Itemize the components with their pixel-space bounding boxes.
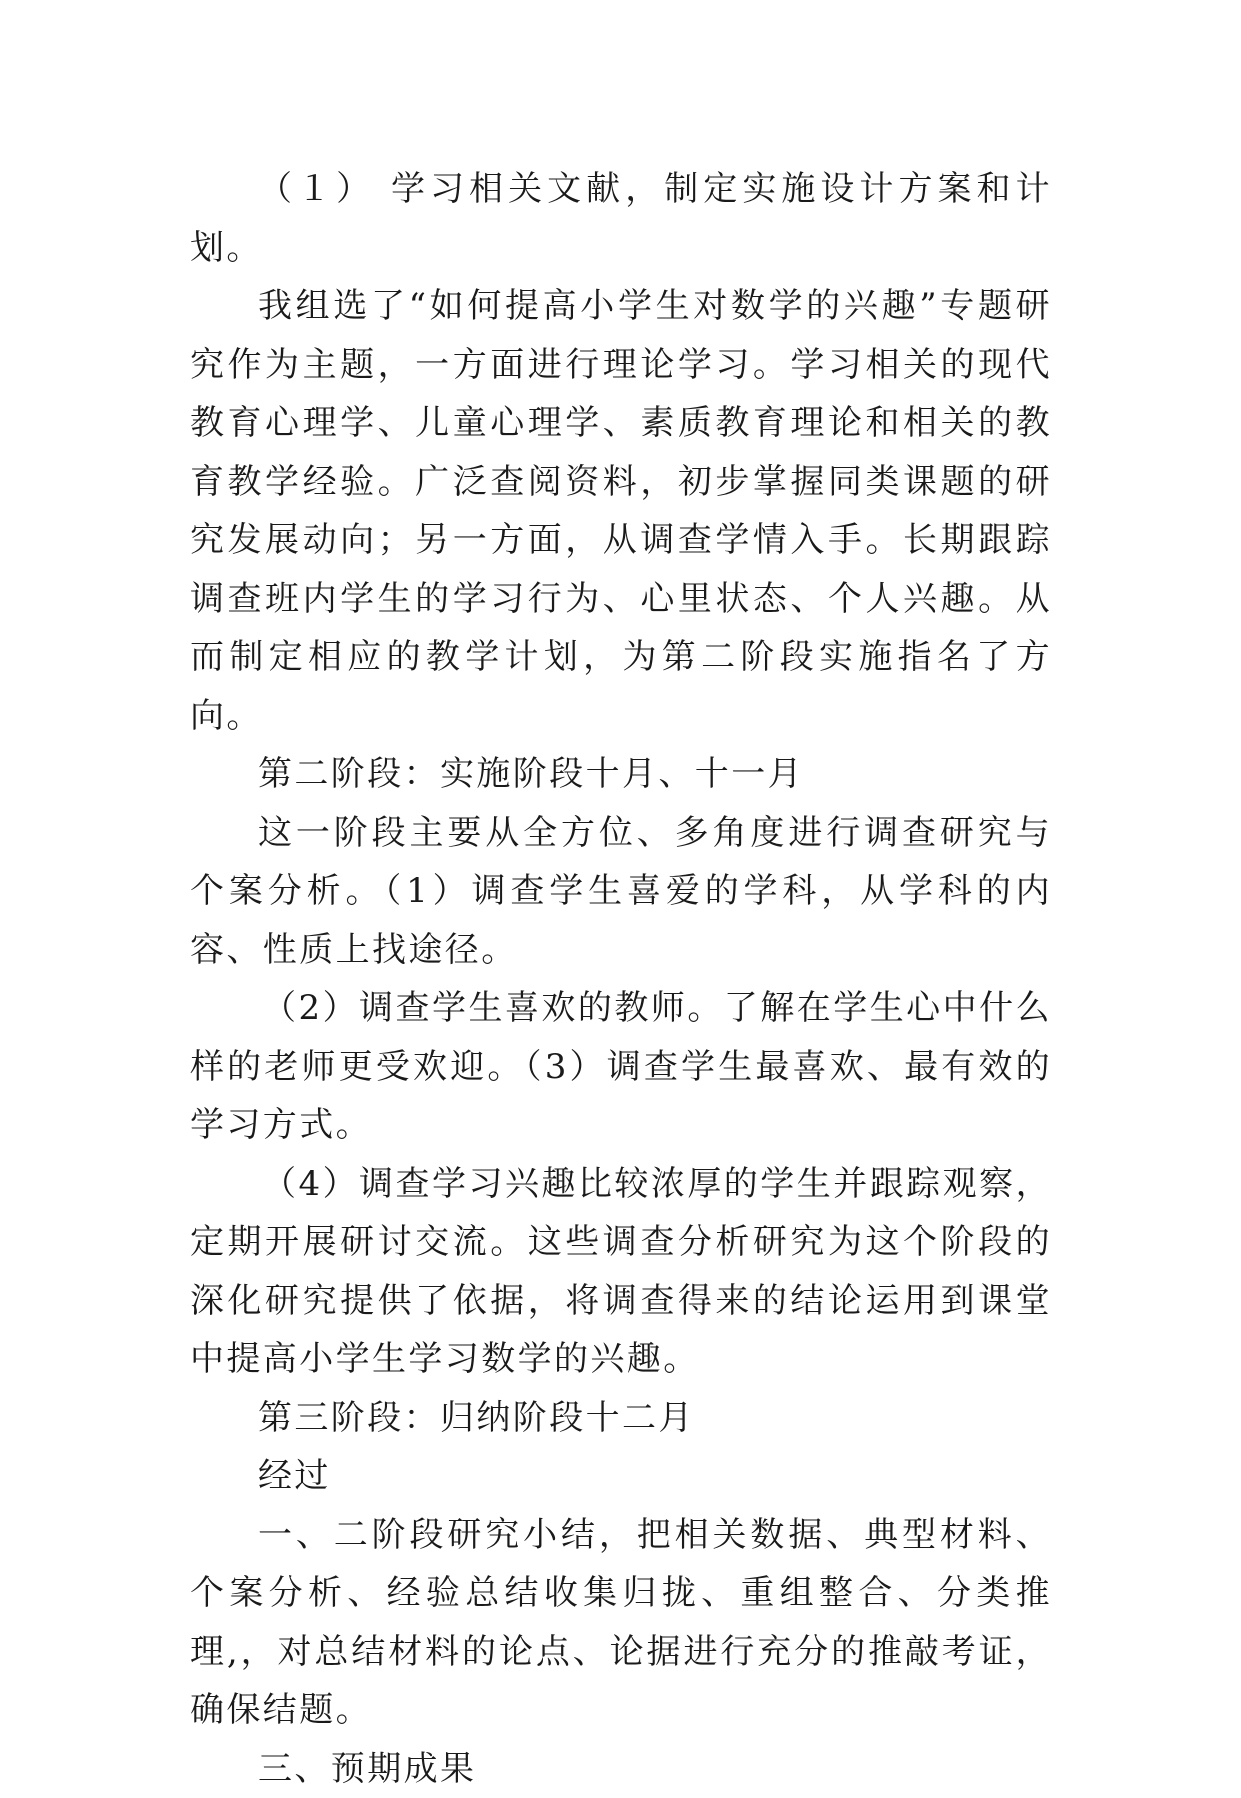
paragraph-study-description: 我组选了“如何提高小学生对数学的兴趣”专题研究作为主题，一方面进行理论学习。学习相关的现代教育心理学、儿童心理学、素质教育理论和相关的教育教学经验。广泛查阅资料，初步掌握同类课题的研究发展动向；另一方面，从调查学情入手。长期跟踪调查班内学生的学习行为、心里状态、个人兴趣。从而制定相应的教学计划，为第二阶段实施指名了方向。 [190,277,1052,745]
paragraph-stage-three-heading: 第三阶段：归纳阶段十二月 [190,1389,1052,1448]
document-body [190,160,1052,1798]
paragraph-stage-two-heading: 第二阶段：实施阶段十月、十一月 [190,745,1052,804]
paragraph-after: 经过 [190,1447,1052,1506]
paragraph-stage-three-description: 一、二阶段研究小结，把相关数据、典型材料、个案分析、经验总结收集归拢、重组整合、分类推理,，对总结材料的论点、论据进行充分的推敲考证，确保结题。 [190,1506,1052,1740]
paragraph-survey-item-2: （2）调查学生喜欢的教师。了解在学生心中什么样的老师更受欢迎。（3）调查学生最喜欢、最有效的学习方式。 [190,979,1052,1155]
paragraph-stage-two-description: 这一阶段主要从全方位、多角度进行调查研究与个案分析。（1）调查学生喜爱的学科，从学科的内容、性质上找途径。 [190,804,1052,980]
paragraph-step-1-heading: （１） 学习相关文献，制定实施设计方案和计划。 [190,160,1052,277]
paragraph-survey-item-4: （4）调查学习兴趣比较浓厚的学生并跟踪观察，定期开展研讨交流。这些调查分析研究为这个阶段的深化研究提供了依据，将调查得来的结论运用到课堂中提高小学生学习数学的兴趣。 [190,1155,1052,1389]
paragraph-expected-results-heading: 三、预期成果 [190,1740,1052,1798]
